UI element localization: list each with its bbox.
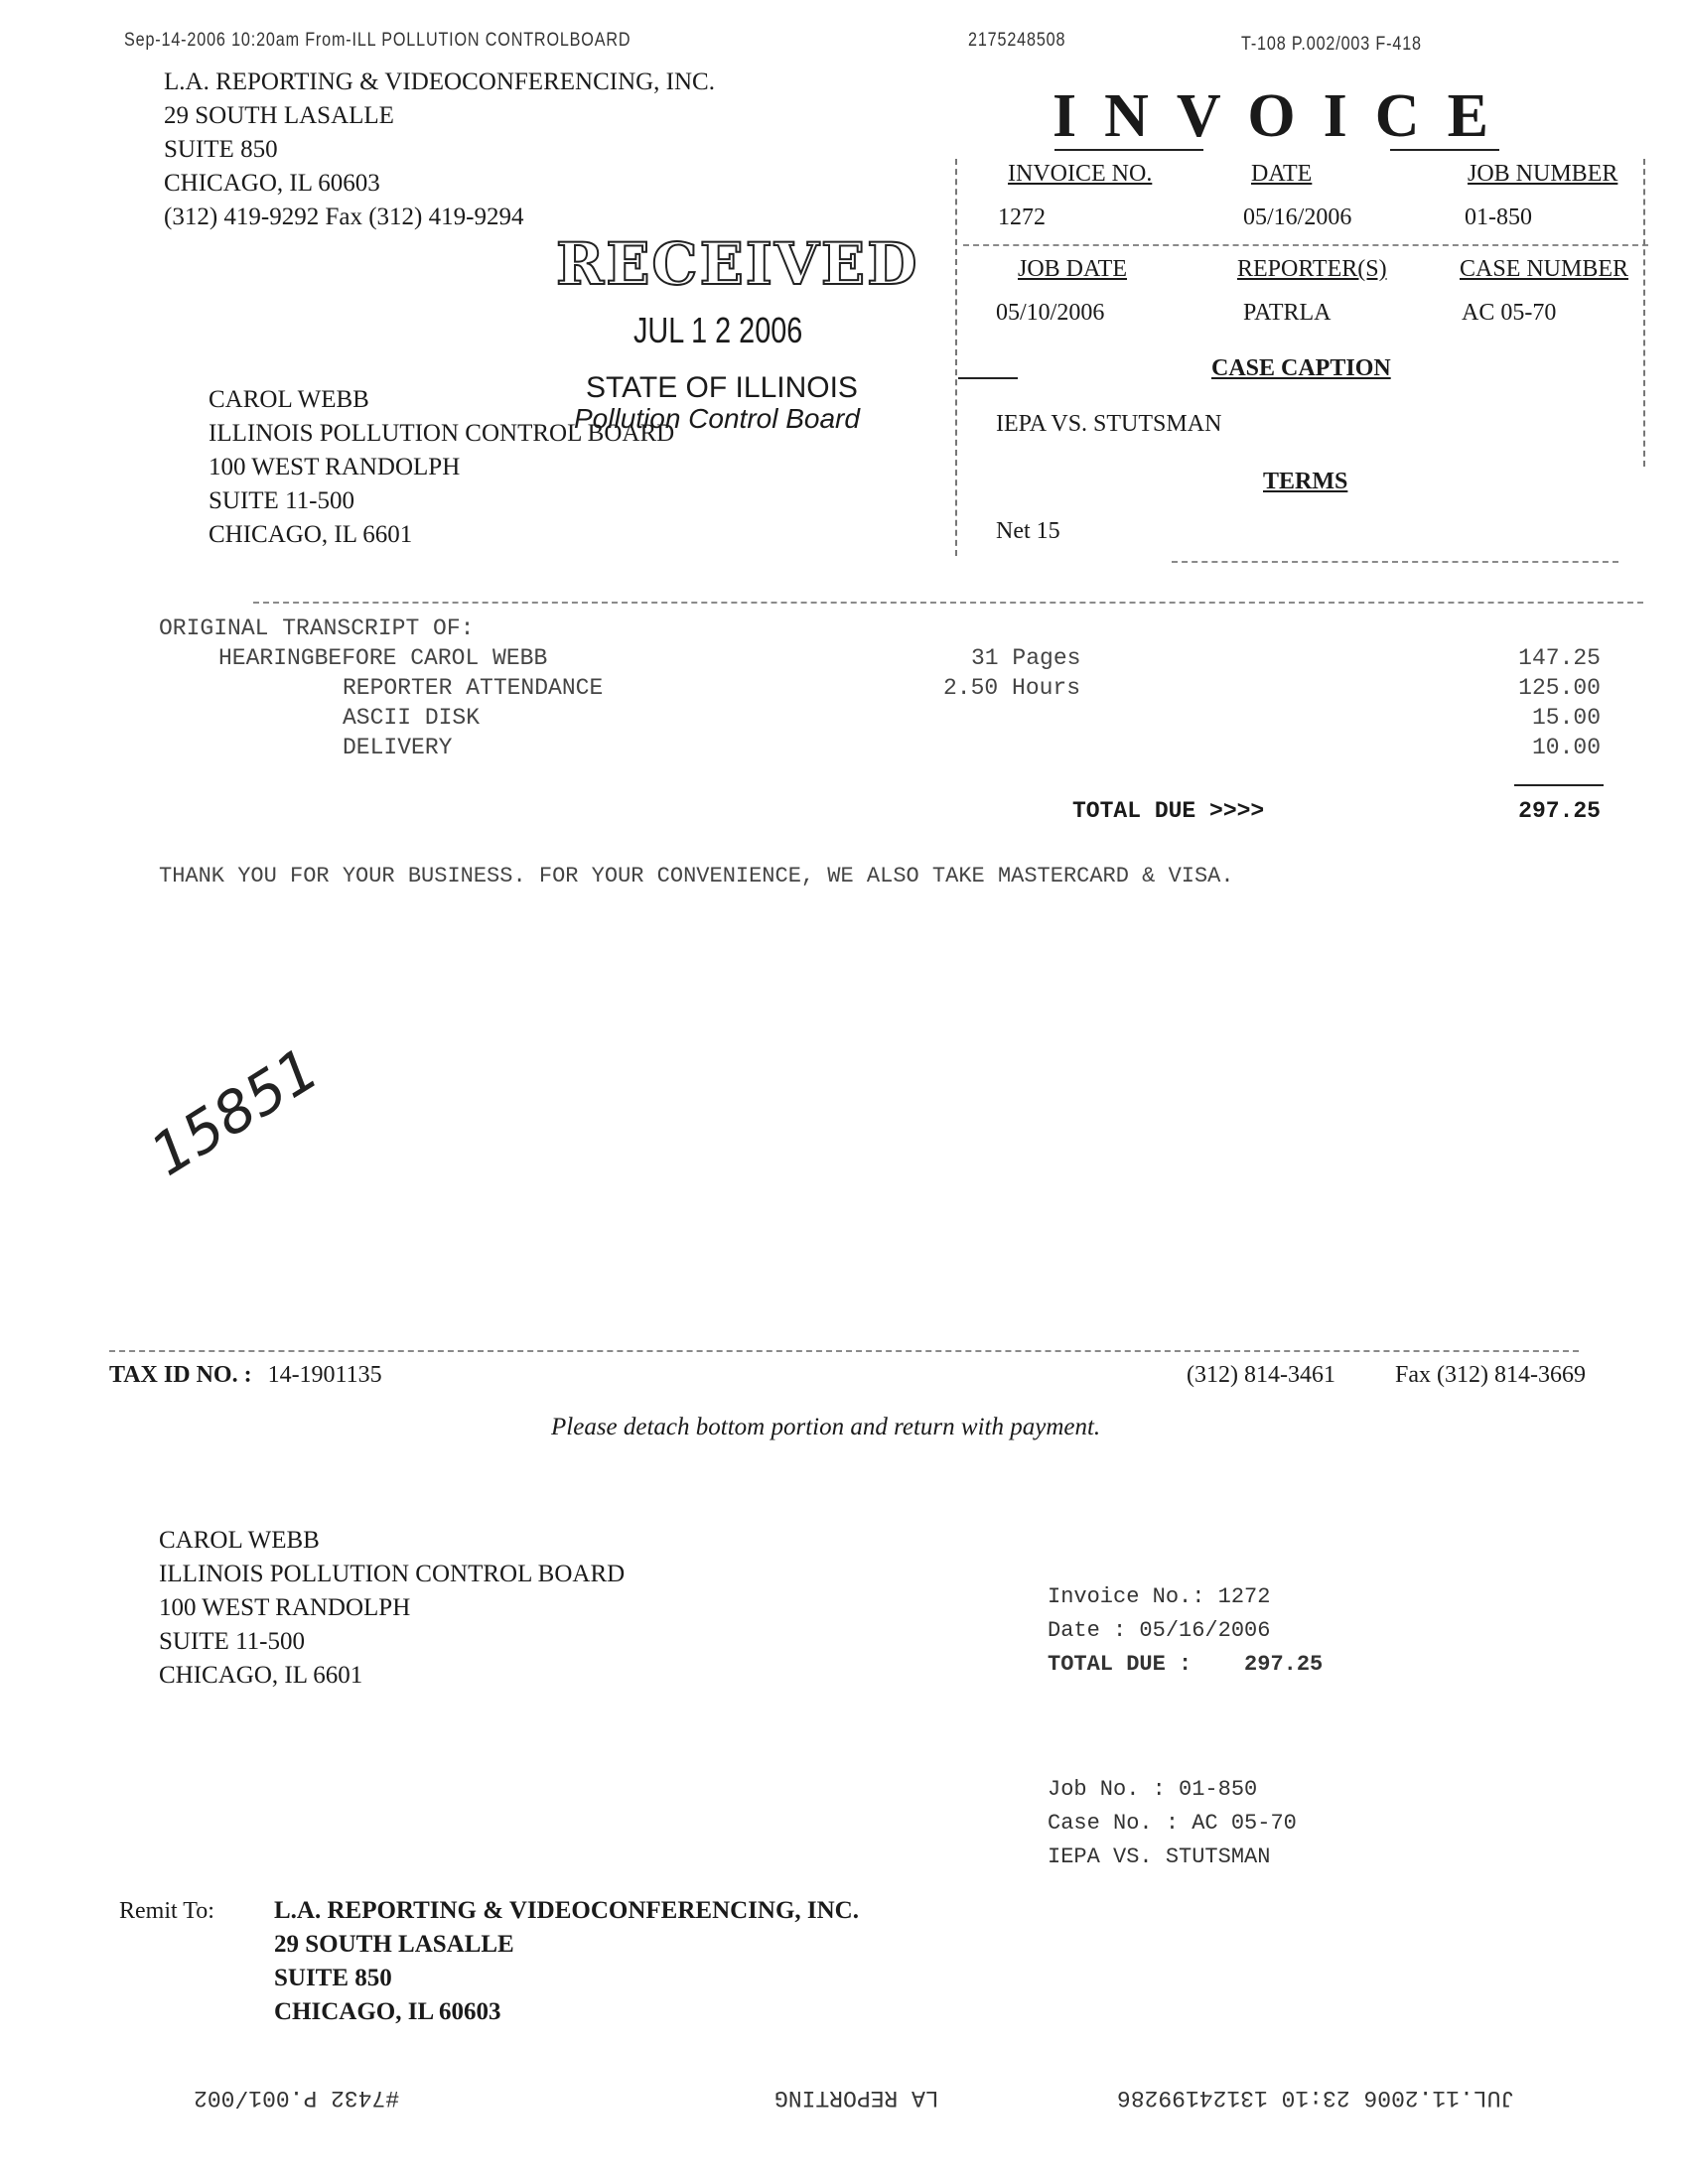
case-number-label: CASE NUMBER bbox=[1460, 256, 1629, 282]
remit-to-city: CHICAGO, IL 60603 bbox=[274, 1998, 501, 2025]
vendor-address bbox=[164, 66, 715, 234]
bill-to-address bbox=[209, 383, 674, 552]
fax-header-left: Sep-14-2006 10:20am From-ILL POLLUTION CONTROLBOARD bbox=[124, 30, 632, 51]
remit-to-suite: SUITE 850 bbox=[274, 1965, 392, 1991]
bill-to-city: CHICAGO, IL 6601 bbox=[209, 521, 413, 548]
bill-to-org: ILLINOIS POLLUTION CONTROL BOARD bbox=[209, 420, 675, 447]
stub-date: 05/16/2006 bbox=[1139, 1618, 1271, 1643]
total-amount: 297.25 bbox=[1518, 798, 1601, 824]
stub-date-label: Date : bbox=[1048, 1618, 1127, 1643]
bill-to-name: CAROL WEBB bbox=[209, 386, 369, 413]
remit-to-address bbox=[274, 1894, 859, 2029]
stub-city: CHICAGO, IL 6601 bbox=[159, 1662, 363, 1689]
fax-header-page: T-108 P.002/003 F-418 bbox=[1241, 34, 1422, 55]
stub-invoice-no: 1272 bbox=[1217, 1584, 1271, 1609]
stub-org: ILLINOIS POLLUTION CONTROL BOARD bbox=[159, 1561, 626, 1587]
total-label: TOTAL DUE >>>> bbox=[1072, 798, 1265, 824]
handwritten-number: 15851 bbox=[139, 1034, 331, 1189]
line-item-amount: 125.00 bbox=[1518, 675, 1601, 701]
vendor-street: 29 SOUTH LASALLE bbox=[164, 102, 394, 129]
stub-job-summary bbox=[1048, 1773, 1297, 1874]
date-label: DATE bbox=[1251, 161, 1313, 187]
job-date-value: 05/10/2006 bbox=[996, 300, 1105, 326]
remit-to-name: L.A. REPORTING & VIDEOCONFERENCING, INC. bbox=[274, 1897, 859, 1924]
bottom-fax-left: #7432 P.001/002 bbox=[194, 2085, 400, 2111]
remit-to-street: 29 SOUTH LASALLE bbox=[274, 1931, 514, 1958]
reporter-label: REPORTER(S) bbox=[1237, 256, 1387, 282]
bottom-fax-right: JUL.11.2006 23:10 13124199286 bbox=[1117, 2085, 1515, 2111]
stub-total: 297.25 bbox=[1244, 1652, 1324, 1677]
thank-you-note: THANK YOU FOR YOUR BUSINESS. FOR YOUR CONVENIENCE, WE ALSO TAKE MASTERCARD & VISA. bbox=[159, 864, 1234, 888]
case-number-value: AC 05-70 bbox=[1462, 300, 1557, 326]
line-item-amount: 10.00 bbox=[1531, 735, 1601, 760]
received-stamp: RECEIVED bbox=[556, 230, 919, 298]
stub-caption: IEPA VS. STUTSMAN bbox=[1048, 1844, 1271, 1869]
fax-header-phone: 2175248508 bbox=[968, 30, 1066, 51]
tax-id bbox=[109, 1362, 382, 1389]
bill-to-street: 100 WEST RANDOLPH bbox=[209, 454, 461, 480]
stub-case-no: AC 05-70 bbox=[1192, 1811, 1297, 1836]
invoice-no-value: 1272 bbox=[998, 205, 1046, 230]
line-item-desc: DELIVERY bbox=[343, 735, 453, 760]
bill-to-suite: SUITE 11-500 bbox=[209, 487, 354, 514]
stamp-board: Pollution Control Board bbox=[574, 403, 860, 434]
footer-fax: Fax (312) 814-3669 bbox=[1395, 1362, 1586, 1388]
stub-customer-address bbox=[159, 1524, 625, 1693]
received-stamp-date: JUL 1 2 2006 bbox=[633, 310, 803, 350]
stub-invoice-no-label: Invoice No.: bbox=[1048, 1584, 1205, 1609]
stub-job-no-label: Job No. : bbox=[1048, 1777, 1166, 1802]
stub-name: CAROL WEBB bbox=[159, 1527, 320, 1554]
vendor-suite: SUITE 850 bbox=[164, 136, 278, 163]
line-item-qty: 2.50 Hours bbox=[943, 675, 1081, 701]
stub-job-no: 01-850 bbox=[1179, 1777, 1258, 1802]
footer-phone: (312) 814-3461 bbox=[1187, 1362, 1335, 1388]
vendor-city: CHICAGO, IL 60603 bbox=[164, 170, 380, 197]
remit-to-label: Remit To: bbox=[119, 1898, 214, 1924]
case-caption-value: IEPA VS. STUTSMAN bbox=[996, 411, 1222, 437]
detach-note: Please detach bottom portion and return with payment. bbox=[551, 1414, 1101, 1440]
stub-case-no-label: Case No. : bbox=[1048, 1811, 1180, 1836]
invoice-no-label: INVOICE NO. bbox=[1008, 161, 1153, 187]
stub-street: 100 WEST RANDOLPH bbox=[159, 1594, 411, 1621]
job-number-label: JOB NUMBER bbox=[1468, 161, 1618, 187]
terms-label: TERMS bbox=[1263, 469, 1348, 494]
line-item-amount: 147.25 bbox=[1518, 645, 1601, 671]
date-value: 05/16/2006 bbox=[1243, 205, 1352, 230]
line-item-desc: ASCII DISK bbox=[343, 705, 481, 731]
bottom-fax-middle: LA REPORTING bbox=[774, 2085, 939, 2111]
reporter-value: PATRLA bbox=[1243, 300, 1332, 326]
line-item-desc: REPORTER ATTENDANCE bbox=[343, 675, 604, 701]
tax-id-label: TAX ID NO. : bbox=[109, 1362, 252, 1388]
tax-id-value: 14-1901135 bbox=[267, 1362, 382, 1388]
line-item-qty: 31 Pages bbox=[971, 645, 1081, 671]
invoice-title: INVOICE bbox=[1052, 82, 1516, 150]
job-number-value: 01-850 bbox=[1465, 205, 1532, 230]
vendor-phone-fax: (312) 419-9292 Fax (312) 419-9294 bbox=[164, 204, 524, 230]
vendor-name: L.A. REPORTING & VIDEOCONFERENCING, INC. bbox=[164, 68, 715, 95]
case-caption-label: CASE CAPTION bbox=[1211, 355, 1391, 381]
stub-total-label: TOTAL DUE : bbox=[1048, 1652, 1193, 1677]
stub-invoice-summary bbox=[1048, 1580, 1323, 1682]
stub-suite: SUITE 11-500 bbox=[159, 1628, 305, 1655]
line-item-desc: HEARINGBEFORE CAROL WEBB bbox=[218, 645, 548, 671]
job-date-label: JOB DATE bbox=[1018, 256, 1128, 282]
line-item-desc: ORIGINAL TRANSCRIPT OF: bbox=[159, 615, 475, 641]
terms-value: Net 15 bbox=[996, 518, 1060, 544]
line-item-amount: 15.00 bbox=[1531, 705, 1601, 731]
stamp-state: STATE OF ILLINOIS bbox=[586, 371, 858, 404]
